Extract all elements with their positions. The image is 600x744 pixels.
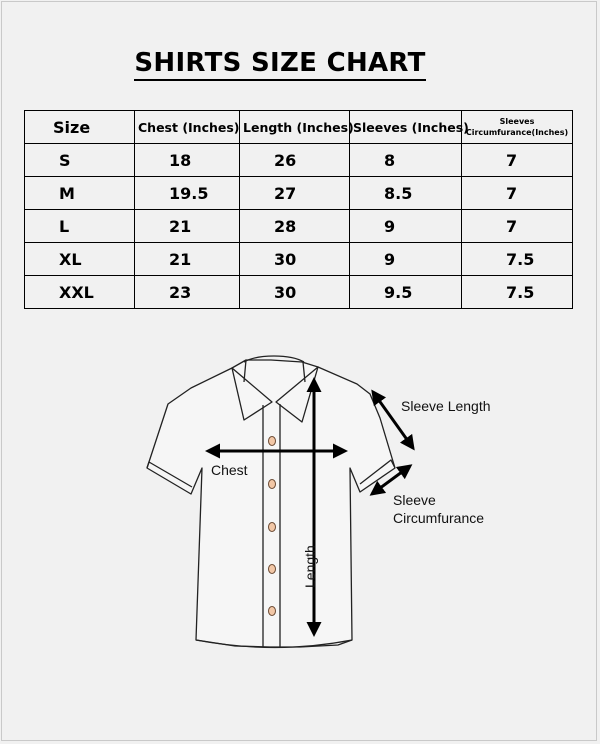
cell-length: 26 — [240, 144, 350, 177]
table-header-row — [25, 111, 573, 144]
cell-sleeves: 9.5 — [350, 276, 462, 309]
cell-chest: 21 — [135, 210, 240, 243]
cell-length: 27 — [240, 177, 350, 210]
page-title: SHIRTS SIZE CHART — [0, 48, 560, 78]
table-row — [25, 243, 573, 276]
cell-chest: 19.5 — [135, 177, 240, 210]
cell-sleeves: 8 — [350, 144, 462, 177]
cell-sleeves: 9 — [350, 243, 462, 276]
cell-sleeve-circumference: 7 — [462, 210, 573, 243]
cell-length: 28 — [240, 210, 350, 243]
cell-chest: 23 — [135, 276, 240, 309]
length-label: Length — [302, 545, 318, 588]
cell-chest: 18 — [135, 144, 240, 177]
sleeve-length-label: Sleeve Length — [401, 398, 491, 414]
sleeve-circumference-label-line1: Sleeve — [393, 492, 436, 508]
cell-sleeve-circumference: 7.5 — [462, 243, 573, 276]
cell-size: XXL — [25, 276, 135, 309]
cell-size: S — [25, 144, 135, 177]
cell-length: 30 — [240, 243, 350, 276]
table-row — [25, 210, 573, 243]
cell-size: M — [25, 177, 135, 210]
cell-size: XL — [25, 243, 135, 276]
sleeve-circumference-label-line2: Circumfurance — [393, 510, 485, 526]
shirt-diagram — [0, 330, 600, 660]
cell-sleeve-circumference: 7 — [462, 144, 573, 177]
cell-chest: 21 — [135, 243, 240, 276]
cell-sleeve-circumference: 7.5 — [462, 276, 573, 309]
header-length: Length (Inches) — [240, 111, 350, 144]
table-row — [25, 276, 573, 309]
cell-length: 30 — [240, 276, 350, 309]
cell-sleeves: 8.5 — [350, 177, 462, 210]
table-row — [25, 177, 573, 210]
header-sleeves: Sleeves (Inches) — [350, 111, 462, 144]
cell-sleeve-circumference: 7 — [462, 177, 573, 210]
size-chart-table — [24, 110, 573, 309]
cell-size: L — [25, 210, 135, 243]
shirt-outline — [147, 356, 395, 648]
table-row — [25, 144, 573, 177]
cell-sleeves: 9 — [350, 210, 462, 243]
chest-label: Chest — [211, 462, 248, 478]
header-size: Size — [25, 111, 135, 144]
header-sleeves-circumference: Sleeves Circumfurance(Inches) — [462, 111, 573, 144]
header-chest: Chest (Inches) — [135, 111, 240, 144]
